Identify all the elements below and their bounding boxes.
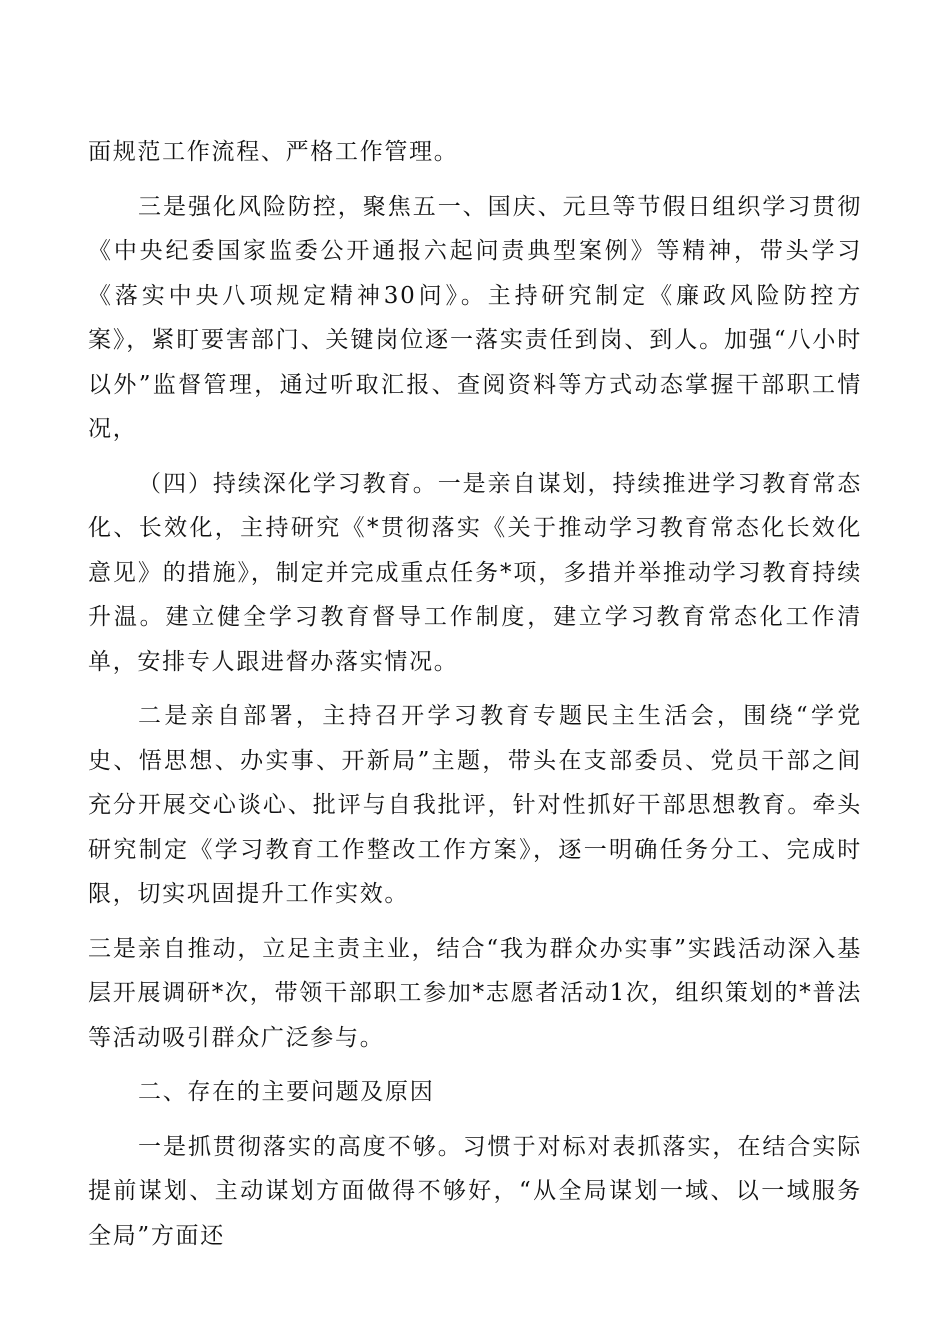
paragraph-promotion: 三是亲自推动，立足主责主业，结合“我为群众办实事”实践活动深入基层开展调研*次，带领干部职工参加*志愿者活动1次，组织策划的*普法等活动吸引群众广泛参与。 bbox=[88, 935, 862, 1051]
paragraph-learning-education: （四）持续深化学习教育。一是亲自谋划，持续推进学习教育常态化、长效化，主持研究《*贯彻落实《关于推动学习教育常态化长效化意见》的措施》，制定并完成重点任务*项，多措并举推动学习教育持续升温。建立健全学习教育督导工作制度，建立学习教育常态化工作清单，安排专人跟进督办落实情况。 bbox=[88, 470, 862, 675]
paragraph-problem-one: 一是抓贯彻落实的高度不够。习惯于对标对表抓落实，在结合实际提前谋划、主动谋划方面做得不够好，“从全局谋划一域、以一域服务全局”方面还 bbox=[88, 1133, 862, 1249]
paragraph-deployment: 二是亲自部署，主持召开学习教育专题民主生活会，围绕“学党史、悟思想、办实事、开新局”主题，带头在支部委员、党员干部之间充分开展交心谈心、批评与自我批评，针对性抓好干部思想教育。牵头研究制定《学习教育工作整改工作方案》，逐一明确任务分工、完成时限，切实巩固提升工作实效。 bbox=[88, 703, 862, 907]
paragraph-continuation: 面规范工作流程、严格工作管理。 bbox=[88, 139, 459, 165]
section-heading-problems: 二、存在的主要问题及原因 bbox=[138, 1079, 435, 1105]
document-body bbox=[88, 130, 862, 1258]
paragraph-risk-control: 三是强化风险防控，聚焦五一、国庆、元旦等节假日组织学习贯彻《中央纪委国家监委公开通报六起问责典型案例》等精神，带头学习《落实中央八项规定精神30问》。主持研究制定《廉政风险防控方案》，紧盯要害部门、关键岗位逐一落实责任到岗、到人。加强“八小时以外”监督管理，通过听取汇报、查阅资料等方式动态掌握干部职工情况， bbox=[88, 193, 862, 442]
